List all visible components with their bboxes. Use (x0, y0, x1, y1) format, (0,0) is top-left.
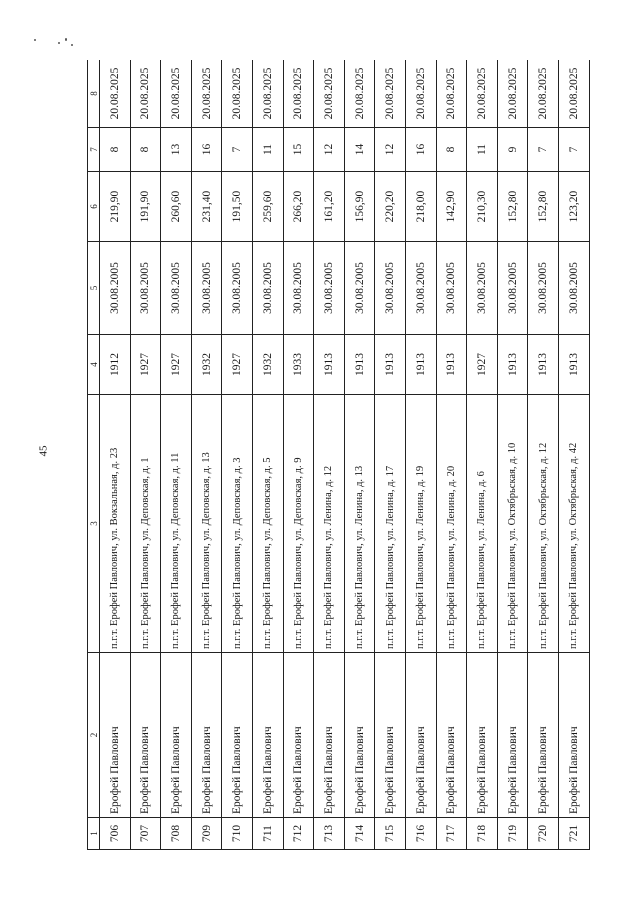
address-cell: п.г.т. Ерофей Павлович, ул. Ленина, д. 13 (344, 395, 375, 653)
table-row (222, 60, 253, 850)
resident-count: 11 (252, 128, 283, 172)
deadline-date: 20.08.2025 (222, 60, 253, 128)
build-year: 1933 (283, 335, 314, 395)
survey-date: 30.08.2005 (436, 242, 467, 335)
column-header-6: 6 (88, 172, 100, 242)
area-value: 191,50 (222, 172, 253, 242)
area-value: 210,30 (467, 172, 498, 242)
resident-count: 13 (161, 128, 192, 172)
address-cell: п.г.т. Ерофей Павлович, ул. Октябрьская, д. 12 (528, 395, 559, 653)
settlement-name: Ерофей Павлович (436, 653, 467, 818)
survey-date: 30.08.2005 (467, 242, 498, 335)
deadline-date: 20.08.2025 (405, 60, 436, 128)
resident-count: 12 (314, 128, 345, 172)
survey-date: 30.08.2005 (100, 242, 131, 335)
address-cell: п.г.т. Ерофей Павлович, ул. Деповская, д. 3 (222, 395, 253, 653)
survey-date: 30.08.2005 (252, 242, 283, 335)
column-header-4: 4 (88, 335, 100, 395)
column-header-5: 5 (88, 242, 100, 335)
build-year: 1913 (375, 335, 406, 395)
build-year: 1913 (436, 335, 467, 395)
build-year: 1913 (344, 335, 375, 395)
survey-date: 30.08.2005 (161, 242, 192, 335)
resident-count: 7 (222, 128, 253, 172)
settlement-name: Ерофей Павлович (467, 653, 498, 818)
deadline-date: 20.08.2025 (497, 60, 528, 128)
address-cell: п.г.т. Ерофей Павлович, ул. Деповская, д. 1 (130, 395, 161, 653)
row-number: 706 (100, 818, 131, 850)
table-row (100, 60, 131, 850)
row-number: 711 (252, 818, 283, 850)
row-number: 714 (344, 818, 375, 850)
table-row (283, 60, 314, 850)
area-value: 259,60 (252, 172, 283, 242)
row-number: 710 (222, 818, 253, 850)
resident-count: 11 (467, 128, 498, 172)
row-number: 707 (130, 818, 161, 850)
row-number: 716 (405, 818, 436, 850)
resident-count: 7 (558, 128, 589, 172)
resident-count: 8 (130, 128, 161, 172)
table-body (100, 60, 590, 850)
deadline-date: 20.08.2025 (528, 60, 559, 128)
row-number: 719 (497, 818, 528, 850)
address-cell: п.г.т. Ерофей Павлович, ул. Октябрьская, д. 42 (558, 395, 589, 653)
table-header-row (88, 60, 100, 850)
scan-speck (65, 38, 67, 41)
row-number: 712 (283, 818, 314, 850)
build-year: 1927 (130, 335, 161, 395)
survey-date: 30.08.2005 (405, 242, 436, 335)
survey-date: 30.08.2005 (497, 242, 528, 335)
build-year: 1932 (191, 335, 222, 395)
area-value: 218,00 (405, 172, 436, 242)
settlement-name: Ерофей Павлович (130, 653, 161, 818)
column-header-8: 8 (88, 60, 100, 128)
survey-date: 30.08.2005 (558, 242, 589, 335)
row-number: 718 (467, 818, 498, 850)
settlement-name: Ерофей Павлович (375, 653, 406, 818)
address-cell: п.г.т. Ерофей Павлович, ул. Деповская, д. 11 (161, 395, 192, 653)
resident-count: 9 (497, 128, 528, 172)
build-year: 1932 (252, 335, 283, 395)
scan-speck (58, 42, 60, 44)
rotated-table-area (87, 60, 640, 850)
build-year: 1913 (314, 335, 345, 395)
deadline-date: 20.08.2025 (467, 60, 498, 128)
page-number: 45 (37, 445, 50, 457)
settlement-name: Ерофей Павлович (497, 653, 528, 818)
address-cell: п.г.т. Ерофей Павлович, ул. Деповская, д. 9 (283, 395, 314, 653)
survey-date: 30.08.2005 (283, 242, 314, 335)
deadline-date: 20.08.2025 (283, 60, 314, 128)
build-year: 1913 (497, 335, 528, 395)
build-year: 1927 (467, 335, 498, 395)
area-value: 266,20 (283, 172, 314, 242)
survey-date: 30.08.2005 (191, 242, 222, 335)
area-value: 219,90 (100, 172, 131, 242)
settlement-name: Ерофей Павлович (558, 653, 589, 818)
area-value: 152,80 (528, 172, 559, 242)
column-header-3: 3 (88, 395, 100, 653)
deadline-date: 20.08.2025 (344, 60, 375, 128)
deadline-date: 20.08.2025 (130, 60, 161, 128)
area-value: 191,90 (130, 172, 161, 242)
settlement-name: Ерофей Павлович (405, 653, 436, 818)
area-value: 260,60 (161, 172, 192, 242)
build-year: 1927 (222, 335, 253, 395)
build-year: 1913 (405, 335, 436, 395)
address-cell: п.г.т. Ерофей Павлович, ул. Деповская, д. 13 (191, 395, 222, 653)
row-number: 721 (558, 818, 589, 850)
housing-table (87, 60, 590, 850)
settlement-name: Ерофей Павлович (314, 653, 345, 818)
survey-date: 30.08.2005 (314, 242, 345, 335)
row-number: 717 (436, 818, 467, 850)
deadline-date: 20.08.2025 (436, 60, 467, 128)
settlement-name: Ерофей Павлович (222, 653, 253, 818)
row-number: 715 (375, 818, 406, 850)
column-header-7: 7 (88, 128, 100, 172)
survey-date: 30.08.2005 (375, 242, 406, 335)
deadline-date: 20.08.2025 (100, 60, 131, 128)
address-cell: п.г.т. Ерофей Павлович, ул. Ленина, д. 19 (405, 395, 436, 653)
deadline-date: 20.08.2025 (191, 60, 222, 128)
scan-speck (71, 44, 73, 46)
address-cell: п.г.т. Ерофей Павлович, ул. Октябрьская, д. 10 (497, 395, 528, 653)
survey-date: 30.08.2005 (344, 242, 375, 335)
table-row (528, 60, 559, 850)
address-cell: п.г.т. Ерофей Павлович, ул. Деповская, д. 5 (252, 395, 283, 653)
row-number: 708 (161, 818, 192, 850)
resident-count: 16 (191, 128, 222, 172)
column-header-2: 2 (88, 653, 100, 818)
resident-count: 16 (405, 128, 436, 172)
deadline-date: 20.08.2025 (558, 60, 589, 128)
settlement-name: Ерофей Павлович (528, 653, 559, 818)
settlement-name: Ерофей Павлович (344, 653, 375, 818)
table-row (405, 60, 436, 850)
address-cell: п.г.т. Ерофей Павлович, ул. Ленина, д. 20 (436, 395, 467, 653)
table-row (252, 60, 283, 850)
table-row (314, 60, 345, 850)
resident-count: 15 (283, 128, 314, 172)
table-row (130, 60, 161, 850)
settlement-name: Ерофей Павлович (283, 653, 314, 818)
table-row (558, 60, 589, 850)
settlement-name: Ерофей Павлович (252, 653, 283, 818)
table-row (161, 60, 192, 850)
resident-count: 8 (436, 128, 467, 172)
build-year: 1913 (528, 335, 559, 395)
address-cell: п.г.т. Ерофей Павлович, ул. Ленина, д. 12 (314, 395, 345, 653)
table-row (467, 60, 498, 850)
resident-count: 7 (528, 128, 559, 172)
settlement-name: Ерофей Павлович (100, 653, 131, 818)
build-year: 1913 (558, 335, 589, 395)
deadline-date: 20.08.2025 (314, 60, 345, 128)
build-year: 1927 (161, 335, 192, 395)
address-cell: п.г.т. Ерофей Павлович, ул. Ленина, д. 6 (467, 395, 498, 653)
table-row (344, 60, 375, 850)
deadline-date: 20.08.2025 (161, 60, 192, 128)
row-number: 713 (314, 818, 345, 850)
resident-count: 12 (375, 128, 406, 172)
column-header-1: 1 (88, 818, 100, 850)
table-row (375, 60, 406, 850)
table-row (191, 60, 222, 850)
resident-count: 8 (100, 128, 131, 172)
settlement-name: Ерофей Павлович (191, 653, 222, 818)
address-cell: п.г.т. Ерофей Павлович, ул. Ленина, д. 17 (375, 395, 406, 653)
table-row (497, 60, 528, 850)
deadline-date: 20.08.2025 (375, 60, 406, 128)
row-number: 709 (191, 818, 222, 850)
survey-date: 30.08.2005 (528, 242, 559, 335)
area-value: 220,20 (375, 172, 406, 242)
area-value: 123,20 (558, 172, 589, 242)
area-value: 152,80 (497, 172, 528, 242)
area-value: 142,90 (436, 172, 467, 242)
area-value: 231,40 (191, 172, 222, 242)
survey-date: 30.08.2005 (130, 242, 161, 335)
row-number: 720 (528, 818, 559, 850)
scan-speck (34, 39, 36, 41)
area-value: 156,90 (344, 172, 375, 242)
address-cell: п.г.т. Ерофей Павлович, ул. Вокзальная, д. 23 (100, 395, 131, 653)
build-year: 1912 (100, 335, 131, 395)
deadline-date: 20.08.2025 (252, 60, 283, 128)
survey-date: 30.08.2005 (222, 242, 253, 335)
table-container (87, 60, 640, 850)
settlement-name: Ерофей Павлович (161, 653, 192, 818)
area-value: 161,20 (314, 172, 345, 242)
resident-count: 14 (344, 128, 375, 172)
table-row (436, 60, 467, 850)
